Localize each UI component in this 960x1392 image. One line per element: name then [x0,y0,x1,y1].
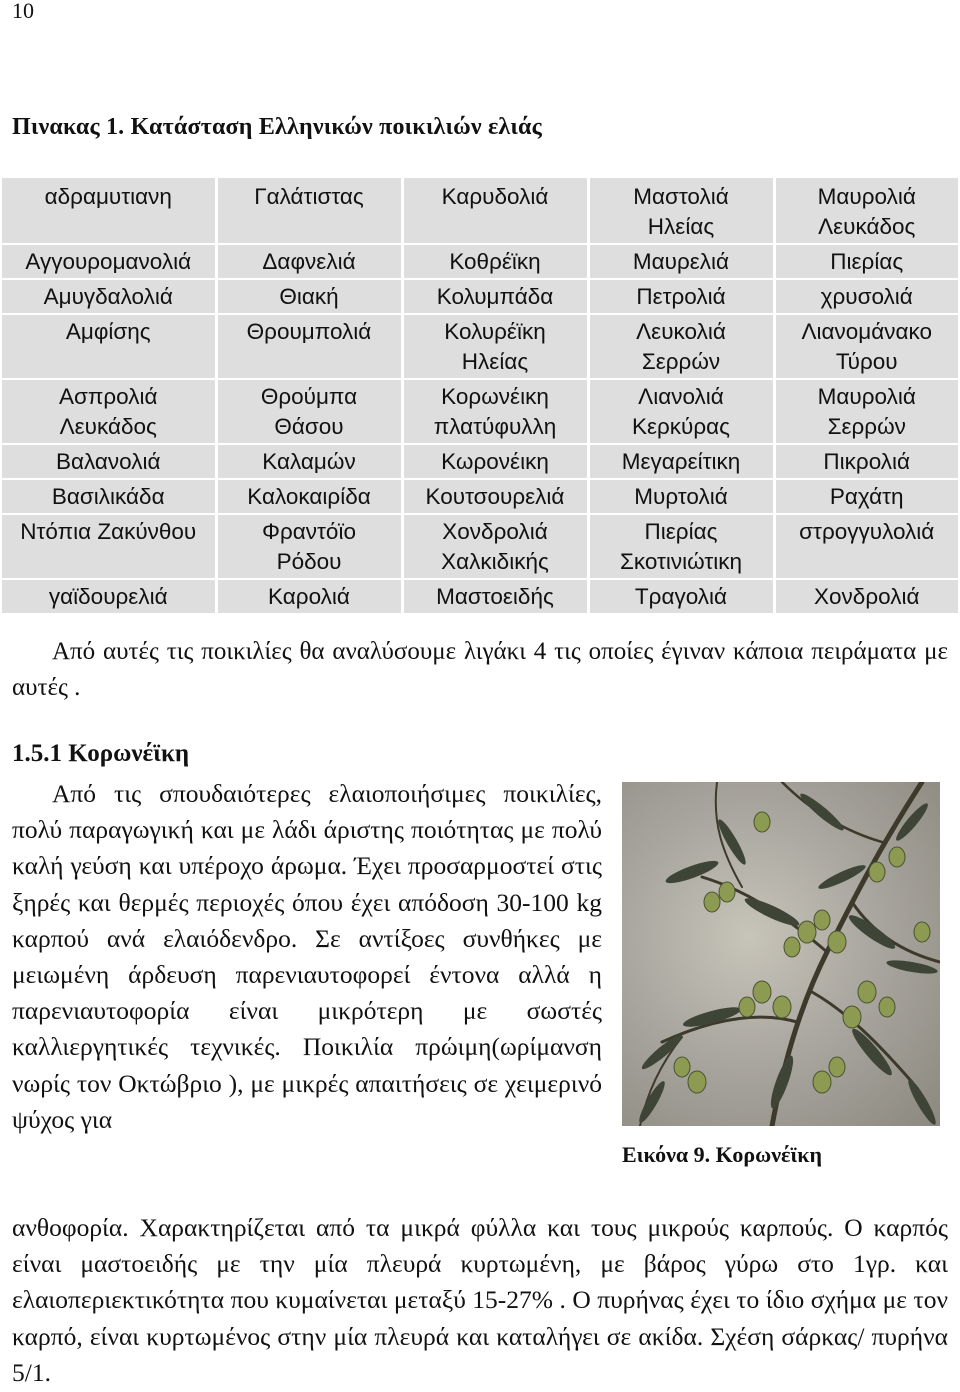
table-cell: Φραντόϊο Ρόδου [216,514,402,579]
table-cell: Μαστοειδής [402,579,588,614]
table-cell: Καλοκαιρίδα [216,479,402,514]
table-cell: Μαυρολιά Σερρών [774,379,958,444]
table-cell: Δαφνελιά [216,244,402,279]
table-row [2,479,958,514]
table-cell: Κωρονέικη [402,444,588,479]
table-cell: Θρούμπα Θάσου [216,379,402,444]
table-cell: Λευκολιά Σερρών [588,314,774,379]
table-cell: Μεγαρείτικη [588,444,774,479]
section-paragraph-bottom: ανθοφορία. Χαρακτηρίζεται από τα μικρά φύλλα και τους μικρούς καρπούς. Ο καρπός είναι μαστοειδής με την μία πλευρά κυρτωμένη, με βάρος γύρω στο 1γρ. και ελαιοπεριεκτικότητα που κυμαίνεται μεταξύ 15-27% . Ο πυρήνας έχει το ίδιο σχήμα με τον καρπό, είναι κυρτωμένος στην μία πλευρά και καταλήγει σε ακίδα. Σχέση σάρκας/ πυρήνα 5/1. [12,1213,948,1387]
table-row [2,314,958,379]
table-row [2,444,958,479]
table-cell: στρογγυλολιά [774,514,958,579]
table-cell: Αμφίσης [65,319,151,344]
table-cell: Μαυρολιά Λευκάδος [774,177,958,244]
table-cell: Λιανομάνακο Τύρου [774,314,958,379]
table-cell: Καρυδολιά [402,177,588,244]
table-cell: Ασπρολιά Λευκάδος [58,384,158,439]
figure-caption: Εικόνα 9. Κορωνέϊκη [622,1142,822,1167]
olive-branch-photo [622,782,940,1126]
table-cell: Βασιλικάδα [51,484,165,509]
table-cell: Γαλάτιστας [216,177,402,244]
table-cell: Ραχάτη [774,479,958,514]
table-cell: Πιερίας [774,244,958,279]
table-cell: Θρουμπολιά [216,314,402,379]
table-title: Πινακας 1. Κατάσταση Ελληνικών ποικιλιών ελιάς [12,114,542,140]
table-cell: Καρολιά [216,579,402,614]
table-cell: Λιανολιά Κερκύρας [588,379,774,444]
table-cell: Κοθρέϊκη [402,244,588,279]
table-row [2,177,958,244]
table-cell: Τραγολιά [588,579,774,614]
table-cell: Μαστολιά Ηλείας [588,177,774,244]
table-cell: Θιακή [216,279,402,314]
table-row [2,279,958,314]
table-cell: Αγγουρομανολιά [25,249,192,274]
page-number: 10 [12,0,34,23]
table-cell: Πιερίας Σκοτινιώτικη [588,514,774,579]
table-cell: Κολυμπάδα [402,279,588,314]
table-row [2,244,958,279]
table-cell: Μαυρελιά [588,244,774,279]
section-heading: 1.5.1 Κορωνέϊκη [12,740,190,767]
table-cell: Κολυρέϊκη Ηλείας [402,314,588,379]
table-cell: Χονδρολιά [774,579,958,614]
table-cell: Βαλανολιά [55,449,161,474]
table-row [2,579,958,614]
intro-paragraph: Από αυτές τις ποικιλίες θα αναλύσουμε λιγάκι 4 τις οποίες έγιναν κάποια πειράματα με αυτές . [12,638,948,701]
table-cell: Πικρολιά [774,444,958,479]
table-cell: Κορωνέικη πλατύφυλλη [402,379,588,444]
table-cell: Ντόπια Ζακύνθου [20,519,197,544]
table-cell: Καλαμών [216,444,402,479]
table-cell: Χονδρολιά Χαλκιδικής [402,514,588,579]
olive-varieties-table [2,176,958,615]
table-cell: Μυρτολιά [588,479,774,514]
olive-branch-illustration [622,782,940,1126]
table-cell: αδραμυτιανη [44,184,172,209]
table-cell: γαϊδουρελιά [48,584,168,609]
table-cell: Πετρολιά [588,279,774,314]
table-row [2,379,958,444]
section-paragraph-top: Από τις σπουδαιότερες ελαιοποιήσιμες ποικιλίες, πολύ παραγωγική και με λάδι άριστης ποιότητας με πολύ καλή γεύση και υπέροχο άρωμα. Έχει προσαρμοστεί στις ξηρές και θερμές περιοχές όπου έχει απόδοση 30-100 kg καρπού ανά ελαιόδενδρο. Σε αντίξοες συνθήκες με μειωμένη άρδευση παρενιαυτοφορεί έντονα αλλά η παρενιαυτοφορία είναι μικρότερη με σωστές καλλιεργητικές τεχνικές. Ποικιλία πρώιμη(ωρίμανση νωρίς τον Οκτώβριο ), με μικρές απαιτήσεις σε χειμερινό ψύχος για [12,779,602,1134]
table-cell: Κουτσουρελιά [402,479,588,514]
table-cell: Αμυγδαλολιά [43,284,173,309]
table-cell: χρυσολιά [774,279,958,314]
table-row [2,514,958,579]
